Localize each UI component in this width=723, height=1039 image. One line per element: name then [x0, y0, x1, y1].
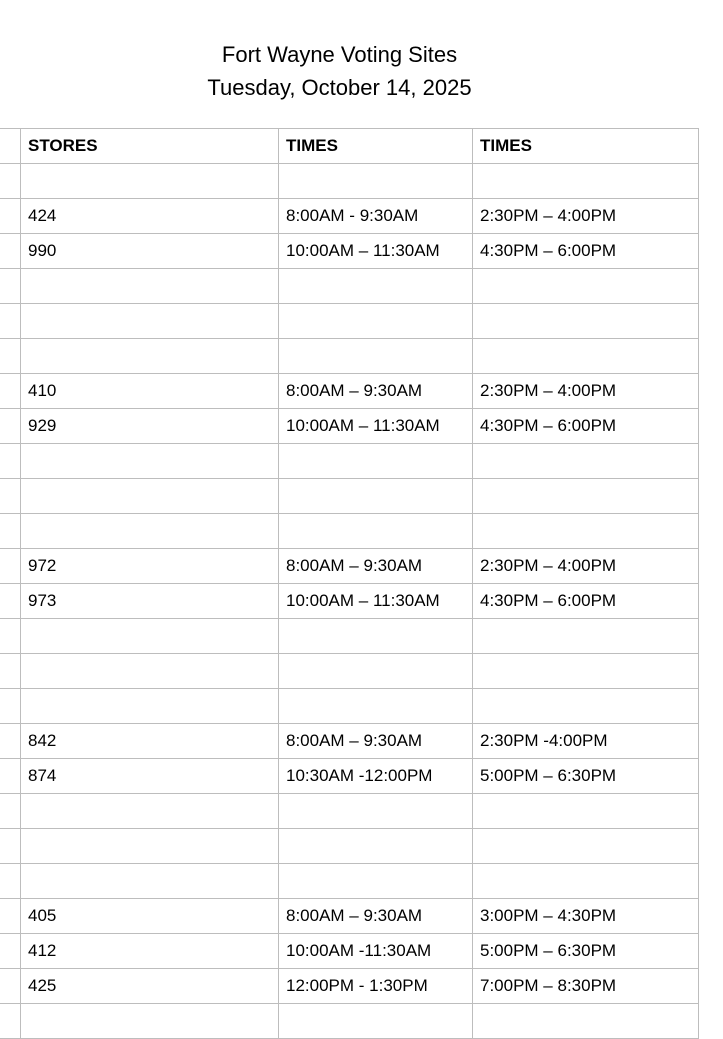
voting-sites-table [0, 128, 699, 1039]
row-gutter-cell [0, 934, 21, 969]
first-time-cell: 8:00AM – 9:30AM [279, 899, 473, 934]
first-time-cell [279, 269, 473, 304]
store-cell [21, 164, 279, 199]
store-cell: 425 [21, 969, 279, 1004]
second-time-cell [473, 1004, 699, 1039]
row-gutter-cell [0, 864, 21, 899]
store-cell [21, 444, 279, 479]
first-time-cell: 10:00AM -11:30AM [279, 934, 473, 969]
header-times-first: TIMES [279, 129, 473, 164]
first-time-cell [279, 339, 473, 374]
table-row [0, 759, 699, 794]
row-gutter-cell [0, 479, 21, 514]
store-cell [21, 794, 279, 829]
store-cell [21, 829, 279, 864]
table-row [0, 444, 699, 479]
first-time-cell [279, 794, 473, 829]
first-time-cell: 10:00AM – 11:30AM [279, 584, 473, 619]
store-cell: 874 [21, 759, 279, 794]
first-time-cell: 8:00AM - 9:30AM [279, 199, 473, 234]
table-row [0, 584, 699, 619]
store-cell: 973 [21, 584, 279, 619]
store-cell [21, 689, 279, 724]
first-time-cell: 8:00AM – 9:30AM [279, 374, 473, 409]
store-cell: 990 [21, 234, 279, 269]
store-cell: 424 [21, 199, 279, 234]
first-time-cell [279, 829, 473, 864]
store-cell: 412 [21, 934, 279, 969]
store-cell [21, 479, 279, 514]
row-gutter-cell [0, 724, 21, 759]
row-gutter-cell [0, 584, 21, 619]
first-time-cell [279, 164, 473, 199]
row-gutter-cell [0, 759, 21, 794]
first-time-cell [279, 654, 473, 689]
second-time-cell: 5:00PM – 6:30PM [473, 934, 699, 969]
table-row [0, 164, 699, 199]
second-time-cell [473, 269, 699, 304]
row-gutter-cell [0, 269, 21, 304]
table-row [0, 304, 699, 339]
store-cell: 842 [21, 724, 279, 759]
table-row [0, 1004, 699, 1039]
second-time-cell: 3:00PM – 4:30PM [473, 899, 699, 934]
first-time-cell [279, 1004, 473, 1039]
row-gutter-cell [0, 829, 21, 864]
first-time-cell [279, 304, 473, 339]
table-row [0, 969, 699, 1004]
table-row [0, 899, 699, 934]
store-cell: 410 [21, 374, 279, 409]
header-stores: STORES [21, 129, 279, 164]
second-time-cell [473, 444, 699, 479]
row-gutter-cell [0, 654, 21, 689]
row-gutter-cell [0, 969, 21, 1004]
second-time-cell: 4:30PM – 6:00PM [473, 409, 699, 444]
first-time-cell: 10:00AM – 11:30AM [279, 409, 473, 444]
first-time-cell [279, 479, 473, 514]
row-gutter-cell [0, 164, 21, 199]
second-time-cell: 2:30PM – 4:00PM [473, 374, 699, 409]
row-gutter-cell [0, 304, 21, 339]
row-gutter-cell [0, 1004, 21, 1039]
second-time-cell [473, 619, 699, 654]
store-cell [21, 654, 279, 689]
second-time-cell [473, 479, 699, 514]
first-time-cell [279, 619, 473, 654]
second-time-cell [473, 689, 699, 724]
store-cell [21, 269, 279, 304]
store-cell [21, 1004, 279, 1039]
table-row [0, 934, 699, 969]
table-header-row [0, 129, 699, 164]
first-time-cell [279, 514, 473, 549]
second-time-cell [473, 654, 699, 689]
store-cell [21, 514, 279, 549]
row-gutter-cell [0, 199, 21, 234]
first-time-cell: 12:00PM - 1:30PM [279, 969, 473, 1004]
table-row [0, 269, 699, 304]
store-cell [21, 304, 279, 339]
table-row [0, 689, 699, 724]
row-gutter-cell [0, 409, 21, 444]
second-time-cell [473, 864, 699, 899]
header-times-second: TIMES [473, 129, 699, 164]
document-title: Fort Wayne Voting Sites [221, 42, 458, 67]
table-row [0, 619, 699, 654]
first-time-cell: 10:30AM -12:00PM [279, 759, 473, 794]
row-gutter-cell [0, 444, 21, 479]
first-time-cell [279, 864, 473, 899]
table-row [0, 549, 699, 584]
row-gutter-cell [0, 339, 21, 374]
table-row [0, 409, 699, 444]
row-gutter-cell [0, 689, 21, 724]
table-row [0, 234, 699, 269]
second-time-cell [473, 829, 699, 864]
store-cell [21, 864, 279, 899]
first-time-cell: 10:00AM – 11:30AM [279, 234, 473, 269]
second-time-cell [473, 794, 699, 829]
row-gutter-cell [0, 374, 21, 409]
second-time-cell: 4:30PM – 6:00PM [473, 234, 699, 269]
table-row [0, 374, 699, 409]
second-time-cell: 2:30PM – 4:00PM [473, 199, 699, 234]
first-time-cell [279, 689, 473, 724]
row-gutter-cell [0, 514, 21, 549]
store-cell [21, 339, 279, 374]
row-gutter-cell [0, 129, 21, 164]
table-row [0, 654, 699, 689]
table-row [0, 829, 699, 864]
table-body [0, 129, 699, 1039]
row-gutter-cell [0, 794, 21, 829]
first-time-cell [279, 444, 473, 479]
second-time-cell [473, 164, 699, 199]
second-time-cell: 2:30PM – 4:00PM [473, 549, 699, 584]
table-row [0, 724, 699, 759]
first-time-cell: 8:00AM – 9:30AM [279, 549, 473, 584]
second-time-cell: 2:30PM -4:00PM [473, 724, 699, 759]
first-time-cell: 8:00AM – 9:30AM [279, 724, 473, 759]
store-cell: 405 [21, 899, 279, 934]
second-time-cell [473, 514, 699, 549]
store-cell [21, 619, 279, 654]
row-gutter-cell [0, 619, 21, 654]
table-row [0, 514, 699, 549]
store-cell: 972 [21, 549, 279, 584]
table-row [0, 794, 699, 829]
document-date: Tuesday, October 14, 2025 [207, 75, 472, 100]
table-row [0, 199, 699, 234]
second-time-cell: 4:30PM – 6:00PM [473, 584, 699, 619]
table-row [0, 339, 699, 374]
store-cell: 929 [21, 409, 279, 444]
second-time-cell: 5:00PM – 6:30PM [473, 759, 699, 794]
second-time-cell [473, 304, 699, 339]
second-time-cell [473, 339, 699, 374]
row-gutter-cell [0, 234, 21, 269]
row-gutter-cell [0, 549, 21, 584]
table-row [0, 864, 699, 899]
table-row [0, 479, 699, 514]
second-time-cell: 7:00PM – 8:30PM [473, 969, 699, 1004]
row-gutter-cell [0, 899, 21, 934]
